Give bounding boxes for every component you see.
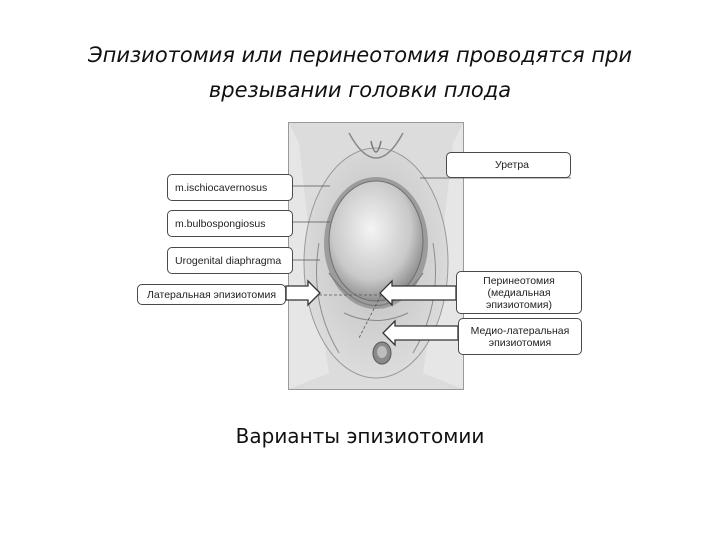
label-ischiocavernosus-text: m.ischiocavernosus xyxy=(175,181,268,194)
label-perineotomy-line-1: Перинеотомия xyxy=(483,274,555,287)
label-lateral-episiotomy xyxy=(137,284,286,305)
arrow-mediolateral xyxy=(383,321,458,345)
label-bulbospongiosus xyxy=(167,210,293,237)
label-mediolateral-episiotomy xyxy=(458,318,582,355)
label-urethra xyxy=(446,152,571,178)
slide-title-line-2: врезывании головки плода xyxy=(208,78,512,102)
label-urogenital-diaphragma-text: Urogenital diaphragma xyxy=(175,254,282,267)
label-urethra-text: Уретра xyxy=(495,159,530,171)
label-perineotomy xyxy=(456,271,582,314)
label-bulbospongiosus-text: m.bulbospongiosus xyxy=(175,217,266,230)
label-mediolateral-line-1: Медио-латеральная xyxy=(470,324,570,337)
label-ischiocavernosus xyxy=(167,174,293,201)
label-lateral-episiotomy-text: Латеральная эпизиотомия xyxy=(147,288,277,301)
slide-title-line-1: Эпизиотомия или перинеотомия проводятся при xyxy=(87,43,633,67)
arrow-perineotomy xyxy=(380,281,456,305)
arrow-lateral xyxy=(286,281,320,305)
label-perineotomy-line-2: (медиальная эпизиотомия) xyxy=(486,286,552,311)
label-urogenital-diaphragma xyxy=(167,247,293,274)
label-mediolateral-line-2: эпизиотомия xyxy=(488,336,552,349)
slide-caption: Варианты эпизиотомии xyxy=(235,424,485,448)
